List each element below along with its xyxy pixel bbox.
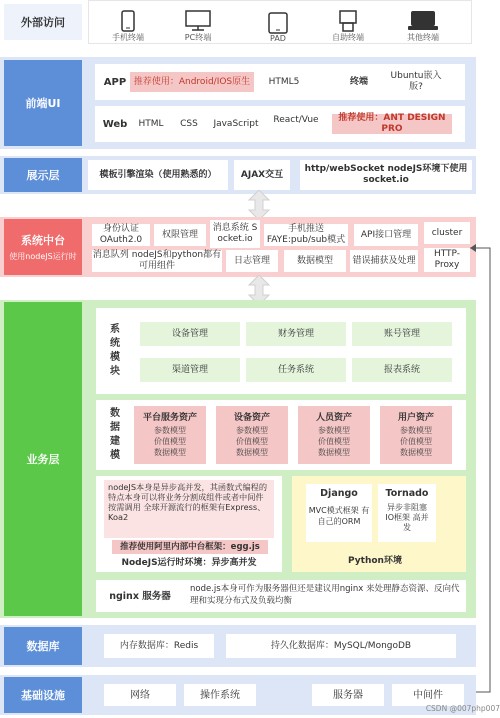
sysmod-item: 报表系统 xyxy=(352,358,452,382)
datamod-col xyxy=(134,406,206,464)
sys-log: 日志管理 xyxy=(226,250,278,272)
device-phone xyxy=(98,3,158,43)
sys-auth: 身份认证 OAuth2.0 xyxy=(92,224,150,246)
datamod-col-title: 人员资产 xyxy=(315,413,352,423)
device-kiosk xyxy=(318,3,378,43)
sysmod-item: 账号管理 xyxy=(352,322,452,346)
datamod-col-item: 数据模型 xyxy=(154,448,186,457)
datamod-col-item: 价值模型 xyxy=(154,437,186,446)
watermark: CSDN @007php007 xyxy=(425,704,500,713)
tornado-box xyxy=(378,484,436,542)
node-desc-box xyxy=(104,480,274,538)
connector-line xyxy=(460,240,498,700)
node-desc: nodeJS本身是异步高并发，其函数式编程的特点本身可以将业务分割成组件或者中间件按需调用 全球开源流行的框架有Express、Koa2 xyxy=(108,482,268,522)
display-ajax: AJAX交互 xyxy=(234,160,290,190)
infra-item: 网络 xyxy=(104,684,176,706)
sys-error: 错误捕获及处理 xyxy=(350,250,418,272)
web-recommend: 推荐使用：ANT DESIGN PRO xyxy=(332,114,452,134)
django-desc: MVC模式框架 有自己的ORM xyxy=(308,506,370,526)
device-label: 其他终端 xyxy=(407,33,439,42)
app-html5: HTML5 xyxy=(268,76,300,87)
datamod-col xyxy=(298,406,370,464)
node-footer: NodeJS运行时环境：异步高并发 xyxy=(121,557,257,568)
device-pc xyxy=(168,3,228,43)
phone-icon xyxy=(121,10,135,32)
kiosk-icon xyxy=(337,10,359,32)
datamod-col-title: 用户资产 xyxy=(397,413,434,423)
sys-message: 消息系统 Socket.io xyxy=(210,220,260,248)
infra-item: 中间件 xyxy=(392,684,464,706)
sys-model: 数据模型 xyxy=(284,250,346,272)
database-label: 数据库 xyxy=(4,627,82,665)
django-title: Django xyxy=(320,488,358,499)
nginx-title: nginx 服务器 xyxy=(109,590,171,602)
sys-push: 手机推送 FAYE:pub/sub模式 xyxy=(264,224,348,246)
device-other xyxy=(392,3,454,43)
web-item: React/Vue xyxy=(273,114,319,125)
datamod-col-item: 价值模型 xyxy=(400,437,432,446)
system-label-box xyxy=(4,219,82,275)
datamod-col-item: 数据模型 xyxy=(318,448,350,457)
monitor-icon xyxy=(185,10,211,32)
datamod-col-title: 平台服务资产 xyxy=(142,413,197,423)
datamod-col xyxy=(380,406,452,464)
frontend-label: 前端UI xyxy=(4,60,82,146)
sys-api: API接口管理 xyxy=(354,224,418,246)
device-label: 自助终端 xyxy=(332,33,364,42)
device-pad xyxy=(248,3,308,43)
sys-proxy: HTTP-Proxy xyxy=(424,248,470,272)
web-item: HTML xyxy=(138,118,164,129)
db-memory: 内存数据库：Redis xyxy=(104,634,214,658)
app-recommend: 推荐使用：Android/IOS原生 xyxy=(130,72,254,92)
node-recommend: 推荐使用阿里内部中台框架：egg.js xyxy=(112,540,268,554)
app-title: APP xyxy=(103,76,127,88)
datamod-col-item: 参数模型 xyxy=(318,426,350,435)
display-template: 模板引擎渲染（使用熟悉的） xyxy=(88,160,228,190)
business-label: 业务层 xyxy=(4,302,82,616)
datamod-col-item: 参数模型 xyxy=(400,426,432,435)
django-box xyxy=(306,484,372,542)
datamod-col-item: 参数模型 xyxy=(154,426,186,435)
datamod-col-item: 参数模型 xyxy=(236,426,268,435)
external-label: 外部访问 xyxy=(4,4,82,40)
system-label: 系统中台 xyxy=(21,234,65,247)
sysmod-item: 任务系统 xyxy=(246,358,346,382)
device-label: 手机终端 xyxy=(112,33,144,42)
datamod-col xyxy=(216,406,288,464)
web-item: CSS xyxy=(180,118,198,129)
datamod-col-item: 数据模型 xyxy=(236,448,268,457)
sysmod-item: 设备管理 xyxy=(140,322,240,346)
sys-cluster: cluster xyxy=(424,222,470,244)
tornado-desc: 异步非阻塞 IO框架 高并发 xyxy=(385,503,429,532)
infra-label: 基础设施 xyxy=(4,677,82,713)
datamod-col-title: 设备资产 xyxy=(233,413,270,423)
terminal-icon xyxy=(407,10,439,32)
system-sublabel: 使用nodeJS运行时 xyxy=(9,252,77,261)
sys-permission: 权限管理 xyxy=(154,224,206,246)
datamod-col-item: 数据模型 xyxy=(400,448,432,457)
db-persist: 持久化数据库：MySQL/MongoDB xyxy=(226,634,456,658)
sys-queue: 消息队列 nodeJS和python都有可用组件 xyxy=(92,250,222,271)
datamod-col-item: 价值模型 xyxy=(236,437,268,446)
datamod-title: 数据建模 xyxy=(110,408,120,461)
display-label: 展示层 xyxy=(4,158,82,192)
tornado-title: Tornado xyxy=(385,488,429,499)
display-socket: http/webSocket nodeJS环境下使用socket.io xyxy=(300,160,472,190)
double-arrow-icon xyxy=(248,190,270,220)
app-terminal: 终端 xyxy=(349,76,368,87)
sysmod-title: 系统模块 xyxy=(110,324,120,377)
infra-item: 操作系统 xyxy=(184,684,256,706)
python-footer: Python环境 xyxy=(348,555,402,566)
datamod-col-item: 价值模型 xyxy=(318,437,350,446)
sysmod-item: 财务管理 xyxy=(246,322,346,346)
web-title: Web xyxy=(102,118,128,130)
sysmod-item: 渠道管理 xyxy=(140,358,240,382)
web-item: JavaScript xyxy=(213,118,259,129)
nginx-desc: node.js本身可作为服务器但还是建议用nginx 来处理静态资源、反向代理和实现分布式及负载均衡 xyxy=(190,584,460,606)
app-ubuntu: Ubuntu嵌入版? xyxy=(390,71,442,92)
infra-item: 服务器 xyxy=(312,684,384,706)
device-label: PC终端 xyxy=(184,33,212,42)
tablet-icon xyxy=(268,12,288,34)
device-label: PAD xyxy=(270,34,286,43)
